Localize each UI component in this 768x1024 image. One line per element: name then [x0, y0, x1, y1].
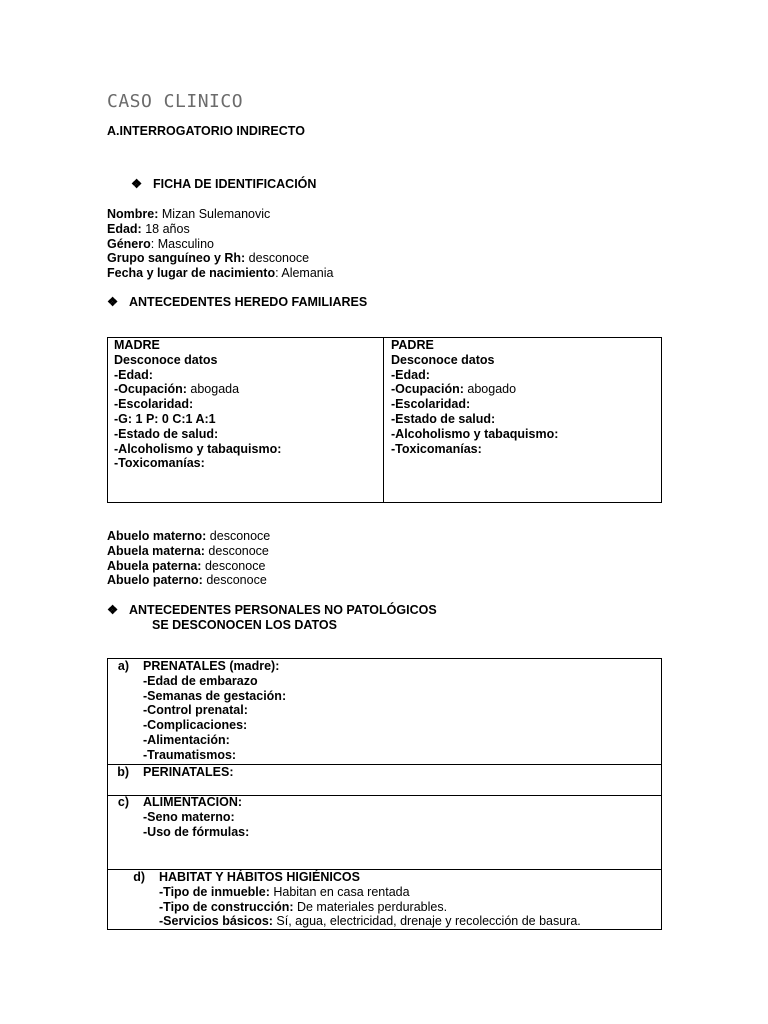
section-a-heading: A.INTERROGATORIO INDIRECTO	[107, 124, 305, 138]
genero-row: Género: Masculino	[107, 236, 214, 251]
diamond-bullet-icon: ❖	[131, 177, 143, 191]
habitat-servicios: -Servicios básicos: Sí, agua, electricidad, drenaje y recolección de basura.	[159, 914, 581, 929]
personales-heading-row	[107, 603, 437, 618]
madre-line: -Edad:	[114, 367, 153, 382]
fecha-row: Fecha y lugar de nacimiento: Alemania	[107, 266, 334, 281]
personales-heading: ANTECEDENTES PERSONALES NO PATOLÓGICOS	[129, 603, 437, 617]
grandparent-row: Abuela materna: desconoce	[107, 543, 269, 558]
grandparent-row: Abuela paterna: desconoce	[107, 558, 266, 573]
ficha-heading: FICHA DE IDENTIFICACIÓN	[153, 177, 317, 191]
identification-block	[107, 207, 333, 281]
prenatales-item: -Control prenatal:	[143, 703, 248, 718]
grandparent-row: Abuelo paterno: desconoce	[107, 573, 267, 588]
personales-subheading: SE DESCONOCEN LOS DATOS	[152, 618, 337, 632]
row-marker: b)	[117, 765, 129, 779]
prenatales-item: -Alimentación:	[143, 732, 230, 747]
grandparent-row: Abuelo materno: desconoce	[107, 529, 271, 543]
prenatales-item: -Complicaciones:	[143, 718, 248, 733]
prenatales-item: -Edad de embarazo	[143, 673, 258, 688]
document-title: CASO CLINICO	[107, 91, 244, 112]
madre-line: -Estado de salud:	[114, 426, 219, 441]
habitat-row	[123, 870, 581, 929]
prenatales-item: -Semanas de gestación:	[143, 688, 287, 703]
madre-line: Desconoce datos	[114, 352, 218, 367]
grandparents-block	[107, 529, 270, 588]
perinatales-title: PERINATALES:	[143, 765, 234, 779]
row-marker: c)	[117, 795, 129, 809]
diamond-bullet-icon: ❖	[107, 603, 119, 617]
habitat-title: HABITAT Y HÁBITOS HIGIÉNICOS	[159, 870, 360, 884]
padre-line: Desconoce datos	[391, 352, 495, 367]
diamond-bullet-icon: ❖	[107, 295, 119, 309]
padre-title: PADRE	[391, 338, 434, 352]
prenatales-row	[107, 659, 286, 763]
prenatales-item: -Traumatismos:	[143, 747, 237, 762]
row-marker: a)	[117, 659, 129, 673]
perinatales-row	[107, 765, 234, 780]
padre-cell	[391, 338, 558, 456]
nombre-row: Nombre: Mizan Sulemanovic	[107, 207, 271, 221]
madre-title: MADRE	[114, 338, 160, 352]
heredo-heading-row	[107, 295, 367, 310]
alimentacion-title: ALIMENTACION:	[143, 795, 243, 809]
alimentacion-row	[107, 795, 249, 839]
madre-cell	[114, 338, 281, 471]
edad-row: Edad: 18 años	[107, 221, 190, 236]
habitat-construccion: -Tipo de construcción: De materiales perdurables.	[159, 899, 448, 914]
padre-line: -Escolaridad:	[391, 397, 471, 412]
habitat-inmueble: -Tipo de inmueble: Habitan en casa rentada	[159, 884, 410, 899]
madre-line: -Escolaridad:	[114, 397, 194, 412]
heredo-heading: ANTECEDENTES HEREDO FAMILIARES	[129, 295, 368, 309]
parents-table-divider	[383, 337, 384, 503]
grupo-row: Grupo sanguíneo y Rh: desconoce	[107, 251, 310, 266]
prenatales-title: PRENATALES (madre):	[143, 659, 280, 673]
alimentacion-item: -Seno materno:	[143, 809, 235, 824]
ficha-heading-row	[131, 177, 316, 192]
madre-line: -Toxicomanías:	[114, 456, 205, 471]
row-marker: d)	[133, 870, 145, 884]
padre-line: -Estado de salud:	[391, 411, 496, 426]
padre-line: -Toxicomanías:	[391, 441, 482, 456]
alimentacion-item: -Uso de fórmulas:	[143, 824, 250, 839]
madre-ocupacion: -Ocupación: abogada	[114, 382, 240, 397]
padre-line: -Edad:	[391, 367, 430, 382]
padre-line: -Alcoholismo y tabaquismo:	[391, 426, 559, 441]
madre-line: -Alcoholismo y tabaquismo:	[114, 441, 282, 456]
madre-line: -G: 1 P: 0 C:1 A:1	[114, 411, 216, 426]
padre-ocupacion: -Ocupación: abogado	[391, 382, 517, 397]
